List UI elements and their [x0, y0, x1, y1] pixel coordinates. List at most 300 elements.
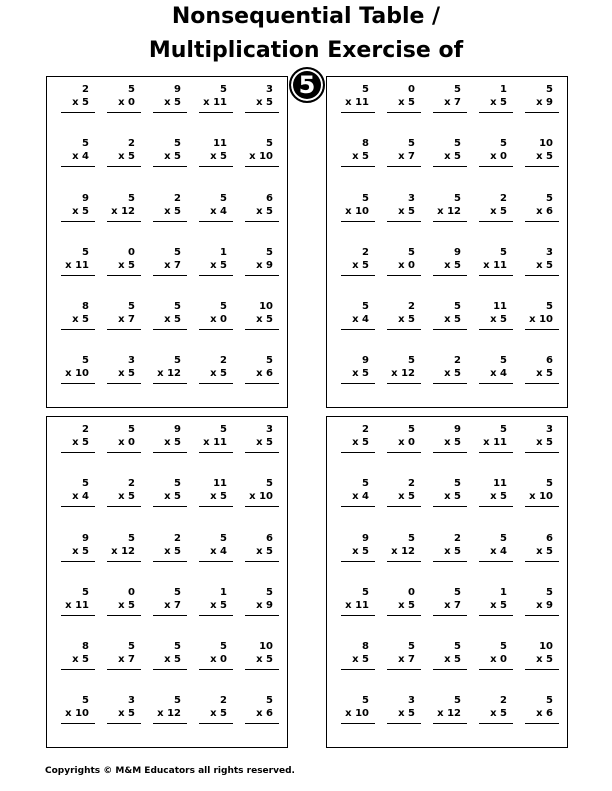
multiplication-problem	[57, 641, 97, 681]
multiplication-problem	[429, 695, 469, 735]
answer-line	[153, 561, 187, 562]
answer-line	[61, 383, 95, 384]
problem-top-number: 5	[362, 193, 369, 204]
multiplication-problem	[149, 301, 189, 341]
problem-multiplier: x 5	[164, 206, 181, 217]
answer-line	[153, 166, 187, 167]
problem-top-number: 5	[546, 587, 553, 598]
problem-top-number: 3	[128, 355, 135, 366]
answer-line	[61, 329, 95, 330]
problem-multiplier: x 5	[444, 151, 461, 162]
multiplication-problem	[521, 247, 561, 287]
problem-top-number: 3	[408, 193, 415, 204]
problem-top-number: 9	[82, 193, 89, 204]
multiplication-problem	[521, 301, 561, 341]
problem-top-number: 5	[174, 138, 181, 149]
answer-line	[199, 615, 233, 616]
answer-line	[199, 112, 233, 113]
answer-line	[525, 329, 559, 330]
problem-multiplier: x 5	[444, 314, 461, 325]
multiplication-problem	[57, 138, 97, 178]
multiplication-problem	[521, 355, 561, 395]
answer-line	[61, 166, 95, 167]
multiplication-problem	[383, 247, 423, 287]
problem-top-number: 2	[454, 355, 461, 366]
problem-top-number: 2	[82, 424, 89, 435]
problem-top-number: 5	[174, 478, 181, 489]
problem-multiplier: x 5	[352, 151, 369, 162]
answer-line	[479, 166, 513, 167]
answer-line	[61, 669, 95, 670]
problem-top-number: 5	[174, 355, 181, 366]
answer-line	[245, 452, 279, 453]
answer-line	[61, 561, 95, 562]
multiplication-problem	[521, 424, 561, 464]
answer-line	[387, 221, 421, 222]
answer-line	[199, 275, 233, 276]
multiplication-problem	[241, 247, 281, 287]
multiplication-problem	[475, 424, 515, 464]
problem-top-number: 5	[454, 193, 461, 204]
copyright-footer: Copyrights © M&M Educators all rights reserved.	[45, 766, 295, 776]
multiplication-problem	[337, 424, 377, 464]
answer-line	[153, 723, 187, 724]
answer-line	[153, 452, 187, 453]
problem-multiplier: x 5	[210, 491, 227, 502]
answer-line	[199, 383, 233, 384]
multiplication-problem	[241, 84, 281, 124]
answer-line	[479, 221, 513, 222]
multiplication-problem	[337, 193, 377, 233]
problem-multiplier: x 5	[398, 491, 415, 502]
answer-line	[107, 615, 141, 616]
answer-line	[245, 221, 279, 222]
problem-top-number: 5	[546, 478, 553, 489]
problem-top-number: 9	[454, 424, 461, 435]
problem-top-number: 3	[546, 247, 553, 258]
answer-line	[245, 561, 279, 562]
multiplication-problem	[103, 193, 143, 233]
problem-multiplier: x 6	[536, 206, 553, 217]
problem-multiplier: x 9	[256, 600, 273, 611]
problem-top-number: 2	[362, 247, 369, 258]
problem-top-number: 11	[213, 478, 227, 489]
answer-line	[61, 615, 95, 616]
problem-top-number: 10	[539, 138, 553, 149]
problem-top-number: 5	[128, 301, 135, 312]
problem-top-number: 5	[362, 587, 369, 598]
answer-line	[341, 452, 375, 453]
problem-multiplier: x 11	[483, 260, 507, 271]
answer-line	[61, 221, 95, 222]
exercise-panel-top-left	[46, 76, 288, 408]
multiplication-problem	[149, 84, 189, 124]
problem-multiplier: x 5	[256, 546, 273, 557]
problem-multiplier: x 10	[65, 708, 89, 719]
problem-top-number: 5	[174, 301, 181, 312]
problem-multiplier: x 5	[72, 206, 89, 217]
answer-line	[107, 221, 141, 222]
answer-line	[479, 383, 513, 384]
problem-top-number: 2	[454, 533, 461, 544]
answer-line	[479, 723, 513, 724]
answer-line	[387, 615, 421, 616]
problem-multiplier: x 4	[210, 206, 227, 217]
answer-line	[433, 166, 467, 167]
problem-top-number: 5	[266, 587, 273, 598]
answer-line	[479, 669, 513, 670]
multiplication-problem	[383, 301, 423, 341]
problem-top-number: 5	[362, 84, 369, 95]
multiplication-problem	[521, 478, 561, 518]
multiplication-problem	[241, 533, 281, 573]
multiplication-problem	[337, 84, 377, 124]
problem-multiplier: x 5	[444, 368, 461, 379]
multiplication-problem	[337, 695, 377, 735]
problem-multiplier: x 5	[490, 97, 507, 108]
problem-multiplier: x 6	[256, 368, 273, 379]
answer-line	[525, 112, 559, 113]
answer-line	[433, 329, 467, 330]
problem-top-number: 5	[408, 138, 415, 149]
problem-top-number: 1	[500, 587, 507, 598]
exercise-panel-bottom-right	[326, 416, 568, 748]
problem-multiplier: x 5	[210, 260, 227, 271]
problem-top-number: 5	[408, 355, 415, 366]
multiplication-problem	[337, 478, 377, 518]
problem-multiplier: x 5	[536, 437, 553, 448]
answer-line	[199, 561, 233, 562]
answer-line	[107, 506, 141, 507]
answer-line	[199, 166, 233, 167]
answer-line	[61, 506, 95, 507]
multiplication-problem	[57, 587, 97, 627]
problem-top-number: 5	[82, 355, 89, 366]
multiplication-problem	[337, 355, 377, 395]
answer-line	[341, 561, 375, 562]
answer-line	[107, 452, 141, 453]
problem-top-number: 5	[454, 587, 461, 598]
multiplication-problem	[337, 138, 377, 178]
problem-top-number: 9	[174, 424, 181, 435]
problem-top-number: 8	[82, 641, 89, 652]
problem-multiplier: x 5	[210, 151, 227, 162]
problem-multiplier: x 5	[72, 314, 89, 325]
problem-multiplier: x 5	[444, 437, 461, 448]
multiplication-problem	[429, 587, 469, 627]
answer-line	[245, 383, 279, 384]
multiplication-problem	[383, 424, 423, 464]
answer-line	[341, 112, 375, 113]
problem-multiplier: x 5	[72, 654, 89, 665]
problem-top-number: 5	[266, 138, 273, 149]
problem-multiplier: x 12	[111, 546, 135, 557]
problem-top-number: 9	[362, 533, 369, 544]
problem-multiplier: x 12	[111, 206, 135, 217]
problem-top-number: 5	[128, 641, 135, 652]
multiplication-problem	[195, 84, 235, 124]
multiplication-problem	[241, 301, 281, 341]
problem-multiplier: x 0	[490, 654, 507, 665]
problem-multiplier: x 10	[345, 206, 369, 217]
problem-multiplier: x 5	[398, 314, 415, 325]
answer-line	[61, 723, 95, 724]
multiplication-problem	[241, 193, 281, 233]
table-number-badge: 5	[289, 67, 325, 103]
answer-line	[433, 561, 467, 562]
problem-top-number: 5	[362, 301, 369, 312]
problem-top-number: 5	[266, 247, 273, 258]
multiplication-problem	[149, 533, 189, 573]
problem-multiplier: x 10	[249, 151, 273, 162]
multiplication-problem	[383, 587, 423, 627]
problem-top-number: 10	[259, 641, 273, 652]
multiplication-problem	[429, 641, 469, 681]
problem-top-number: 5	[82, 247, 89, 258]
problem-multiplier: x 5	[536, 368, 553, 379]
answer-line	[199, 452, 233, 453]
answer-line	[153, 275, 187, 276]
problem-top-number: 5	[500, 641, 507, 652]
problem-top-number: 5	[220, 84, 227, 95]
multiplication-problem	[429, 424, 469, 464]
multiplication-problem	[149, 247, 189, 287]
problem-top-number: 1	[220, 247, 227, 258]
problem-top-number: 5	[454, 641, 461, 652]
answer-line	[61, 275, 95, 276]
multiplication-problem	[57, 533, 97, 573]
problem-top-number: 2	[82, 84, 89, 95]
problem-multiplier: x 5	[352, 437, 369, 448]
multiplication-problem	[149, 695, 189, 735]
problem-top-number: 9	[82, 533, 89, 544]
problem-multiplier: x 5	[72, 546, 89, 557]
problem-multiplier: x 12	[391, 546, 415, 557]
problem-multiplier: x 0	[118, 437, 135, 448]
problem-top-number: 2	[500, 695, 507, 706]
answer-line	[387, 166, 421, 167]
problem-top-number: 5	[128, 533, 135, 544]
problem-multiplier: x 11	[203, 97, 227, 108]
multiplication-problem	[149, 193, 189, 233]
multiplication-problem	[337, 247, 377, 287]
problem-multiplier: x 5	[490, 206, 507, 217]
problem-multiplier: x 11	[203, 437, 227, 448]
problem-multiplier: x 5	[444, 654, 461, 665]
answer-line	[341, 723, 375, 724]
multiplication-problem	[195, 478, 235, 518]
multiplication-problem	[241, 695, 281, 735]
multiplication-problem	[103, 247, 143, 287]
problem-top-number: 3	[128, 695, 135, 706]
problem-multiplier: x 5	[164, 546, 181, 557]
problem-multiplier: x 9	[256, 260, 273, 271]
multiplication-problem	[383, 84, 423, 124]
problem-top-number: 5	[266, 355, 273, 366]
problem-multiplier: x 5	[210, 368, 227, 379]
answer-line	[341, 615, 375, 616]
problem-multiplier: x 5	[352, 260, 369, 271]
multiplication-problem	[337, 301, 377, 341]
problem-multiplier: x 6	[536, 708, 553, 719]
problem-top-number: 5	[546, 301, 553, 312]
answer-line	[245, 166, 279, 167]
answer-line	[199, 669, 233, 670]
answer-line	[433, 669, 467, 670]
multiplication-problem	[475, 247, 515, 287]
answer-line	[61, 452, 95, 453]
multiplication-problem	[103, 424, 143, 464]
answer-line	[107, 383, 141, 384]
problem-top-number: 9	[362, 355, 369, 366]
answer-line	[479, 615, 513, 616]
problem-top-number: 5	[174, 695, 181, 706]
exercise-panel-bottom-left	[46, 416, 288, 748]
multiplication-problem	[103, 587, 143, 627]
problem-multiplier: x 6	[256, 708, 273, 719]
problem-top-number: 11	[493, 478, 507, 489]
multiplication-problem	[57, 247, 97, 287]
multiplication-problem	[521, 587, 561, 627]
answer-line	[341, 669, 375, 670]
multiplication-problem	[195, 424, 235, 464]
problem-multiplier: x 4	[210, 546, 227, 557]
multiplication-problem	[57, 193, 97, 233]
multiplication-problem	[383, 478, 423, 518]
multiplication-problem	[383, 695, 423, 735]
multiplication-problem	[521, 193, 561, 233]
problem-multiplier: x 5	[164, 654, 181, 665]
answer-line	[525, 275, 559, 276]
problem-top-number: 5	[362, 478, 369, 489]
multiplication-problem	[103, 355, 143, 395]
answer-line	[245, 275, 279, 276]
problem-multiplier: x 4	[490, 368, 507, 379]
problem-top-number: 2	[174, 533, 181, 544]
multiplication-problem	[195, 138, 235, 178]
problem-top-number: 5	[174, 587, 181, 598]
answer-line	[153, 112, 187, 113]
multiplication-problem	[521, 695, 561, 735]
problem-multiplier: x 7	[444, 97, 461, 108]
problem-top-number: 9	[454, 247, 461, 258]
problem-multiplier: x 5	[164, 314, 181, 325]
multiplication-problem	[103, 301, 143, 341]
problem-multiplier: x 5	[398, 708, 415, 719]
problem-multiplier: x 4	[72, 151, 89, 162]
multiplication-problem	[475, 533, 515, 573]
problem-multiplier: x 5	[444, 491, 461, 502]
problem-multiplier: x 12	[437, 708, 461, 719]
problem-top-number: 9	[174, 84, 181, 95]
answer-line	[153, 329, 187, 330]
problem-top-number: 0	[128, 587, 135, 598]
answer-line	[107, 723, 141, 724]
multiplication-problem	[195, 301, 235, 341]
answer-line	[153, 221, 187, 222]
answer-line	[525, 452, 559, 453]
multiplication-problem	[475, 641, 515, 681]
problem-multiplier: x 0	[210, 314, 227, 325]
problem-multiplier: x 5	[210, 600, 227, 611]
answer-line	[525, 615, 559, 616]
answer-line	[199, 329, 233, 330]
answer-line	[387, 723, 421, 724]
answer-line	[525, 166, 559, 167]
answer-line	[341, 329, 375, 330]
problem-top-number: 5	[82, 478, 89, 489]
multiplication-problem	[149, 478, 189, 518]
problem-multiplier: x 7	[398, 654, 415, 665]
multiplication-problem	[195, 587, 235, 627]
problem-top-number: 2	[500, 193, 507, 204]
problem-multiplier: x 7	[164, 600, 181, 611]
problem-top-number: 5	[82, 587, 89, 598]
multiplication-problem	[475, 478, 515, 518]
problem-multiplier: x 5	[536, 151, 553, 162]
problem-multiplier: x 5	[118, 491, 135, 502]
problem-top-number: 8	[362, 138, 369, 149]
problem-top-number: 5	[82, 695, 89, 706]
answer-line	[245, 669, 279, 670]
answer-line	[433, 615, 467, 616]
answer-line	[341, 383, 375, 384]
problem-top-number: 2	[128, 138, 135, 149]
problem-top-number: 5	[362, 695, 369, 706]
multiplication-problem	[475, 138, 515, 178]
answer-line	[61, 112, 95, 113]
problem-multiplier: x 0	[210, 654, 227, 665]
problem-multiplier: x 5	[118, 260, 135, 271]
problem-multiplier: x 0	[118, 97, 135, 108]
problem-multiplier: x 7	[118, 314, 135, 325]
answer-line	[479, 561, 513, 562]
answer-line	[199, 506, 233, 507]
problem-multiplier: x 11	[483, 437, 507, 448]
problem-top-number: 2	[220, 695, 227, 706]
answer-line	[199, 221, 233, 222]
multiplication-problem	[429, 193, 469, 233]
problem-top-number: 5	[128, 424, 135, 435]
multiplication-problem	[521, 533, 561, 573]
multiplication-problem	[195, 533, 235, 573]
problem-top-number: 5	[500, 355, 507, 366]
problem-top-number: 5	[454, 138, 461, 149]
answer-line	[341, 506, 375, 507]
problem-multiplier: x 5	[118, 368, 135, 379]
problem-multiplier: x 10	[65, 368, 89, 379]
problem-top-number: 5	[500, 247, 507, 258]
problem-multiplier: x 10	[345, 708, 369, 719]
problem-multiplier: x 5	[444, 546, 461, 557]
problem-top-number: 2	[128, 478, 135, 489]
multiplication-problem	[149, 587, 189, 627]
problem-top-number: 2	[220, 355, 227, 366]
multiplication-problem	[195, 193, 235, 233]
problem-top-number: 5	[500, 533, 507, 544]
multiplication-problem	[241, 424, 281, 464]
problem-top-number: 5	[408, 247, 415, 258]
problem-multiplier: x 0	[398, 260, 415, 271]
problem-multiplier: x 11	[65, 260, 89, 271]
problem-multiplier: x 5	[118, 151, 135, 162]
problem-multiplier: x 5	[444, 260, 461, 271]
problem-top-number: 0	[408, 587, 415, 598]
multiplication-problem	[241, 138, 281, 178]
multiplication-problem	[337, 533, 377, 573]
answer-line	[479, 452, 513, 453]
problem-top-number: 8	[82, 301, 89, 312]
